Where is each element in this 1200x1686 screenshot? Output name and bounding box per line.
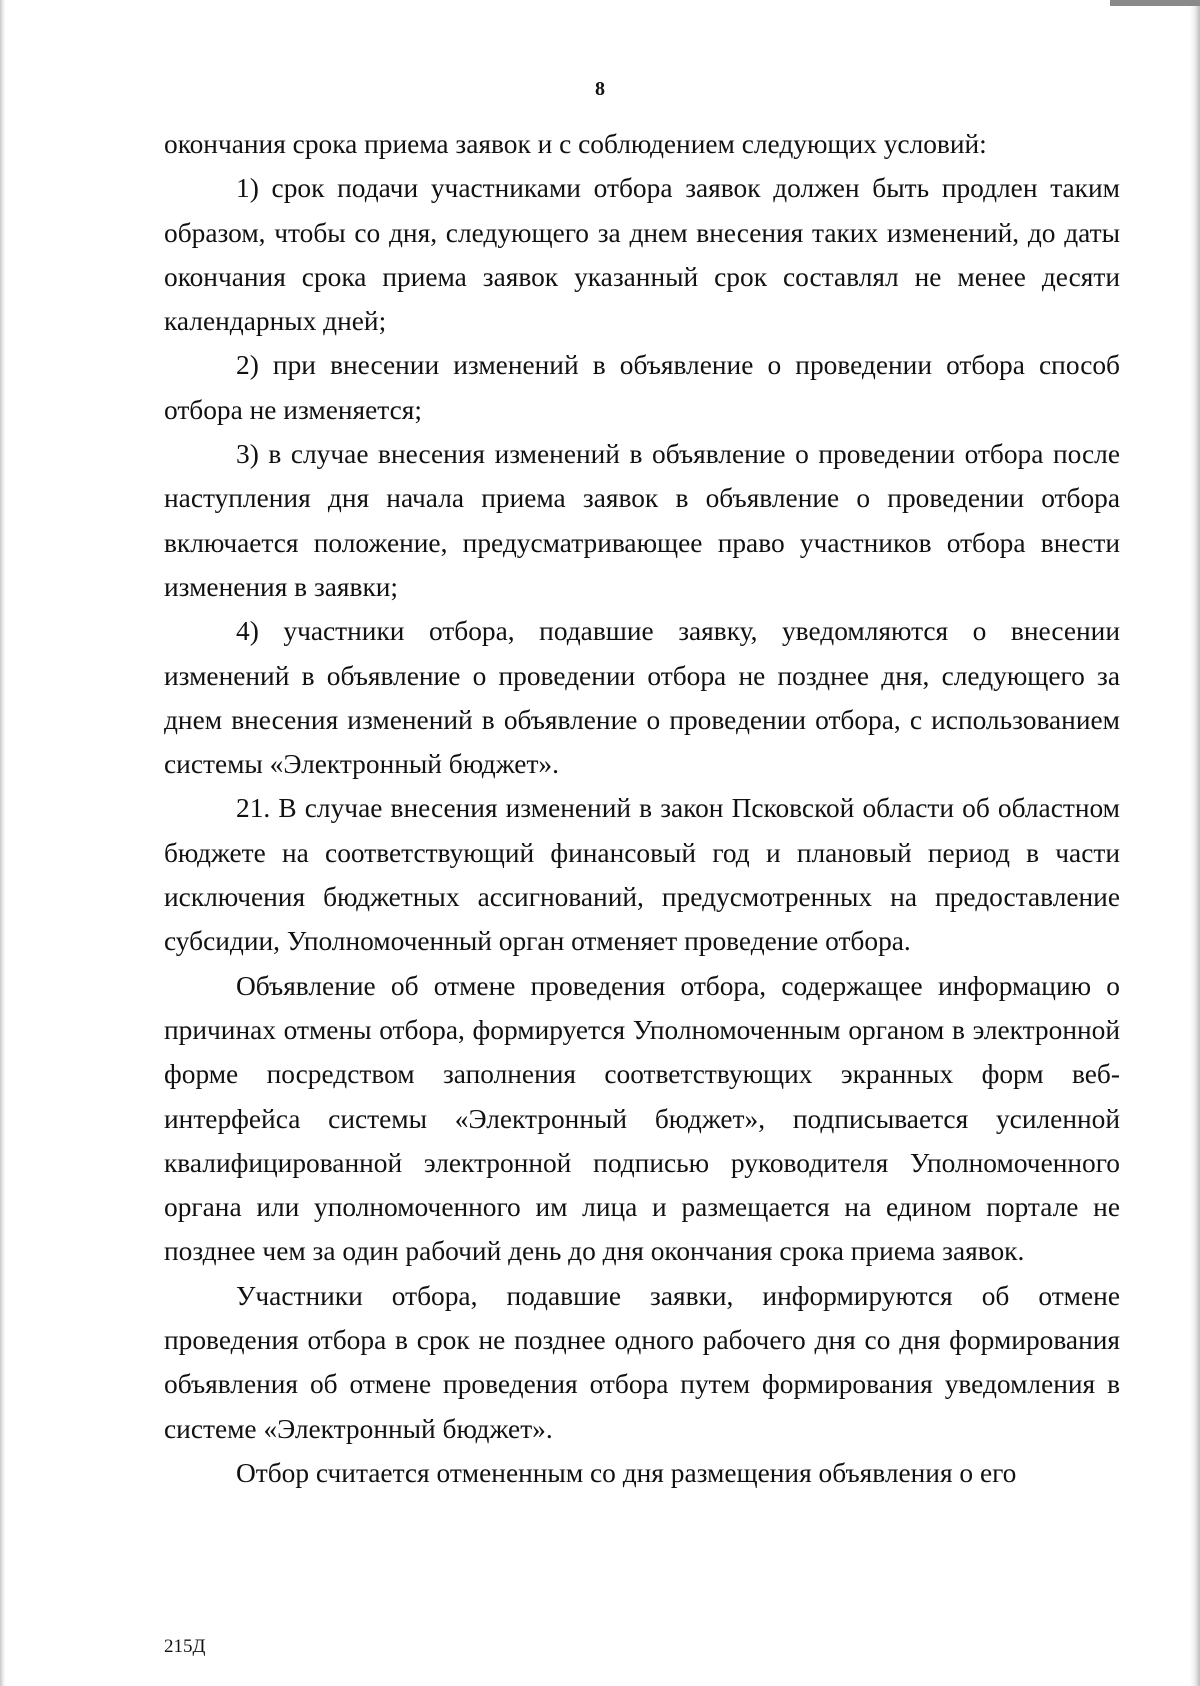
scan-corner-mark [1110,0,1200,6]
paragraph-item-2: 2) при внесении изменений в объявление о проведении отбора способ отбора не изменяется; [164,350,1120,425]
document-code: 215Д [164,1636,206,1657]
scan-edge-right [1190,0,1200,1686]
document-body [164,122,1120,1495]
paragraph-clause-21: 21. В случае внесения изменений в закон Псковской области об областном бюджете на соответствующий финансовый год и плановый период в части исключения бюджетных ассигнований, предусмотренных на предоставление субсидии, Уполномоченный орган отменяет проведение отбора. [164,793,1120,957]
paragraph-item-4: 4) участники отбора, подавшие заявку, уведомляются о внесении изменений в объявление о проведении отбора не позднее дня, следующего за днем внесения изменений в объявление о проведении отбора, с использованием системы «Электронный бюджет». [164,616,1120,780]
scan-edge-left [0,0,6,1686]
paragraph-participants-informed: Участники отбора, подавшие заявки, информируются об отмене проведения отбора в срок не позднее одного рабочего дня со дня формирования объявления об отмене проведения отбора путем формирования уведомления в системе «Электронный бюджет». [164,1280,1120,1444]
paragraph-selection-cancelled: Отбор считается отмененным со дня размещения объявления о его [236,1457,1017,1488]
page-number: 8 [595,78,605,100]
paragraph-item-1: 1) срок подачи участниками отбора заявок должен быть продлен таким образом, чтобы со дня, следующего за днем внесения таких изменений, до даты окончания срока приема заявок указанный срок составлял не менее десяти календарных дней; [164,173,1120,337]
paragraph-continuation: окончания срока приема заявок и с соблюдением следующих условий: [164,129,987,159]
paragraph-cancellation-notice: Объявление об отмене проведения отбора, содержащее информацию о причинах отмены отбора, формируется Уполномоченным органом в электронной форме посредством заполнения соответствующих экранных форм веб-интерфейса системы «Электронный бюджет», подписывается усиленной квалифицированной электронной подписью руководителя Уполномоченного органа или уполномоченного им лица и размещается на едином портале не позднее чем за один рабочий день до дня окончания срока приема заявок. [164,970,1120,1267]
paragraph-item-3: 3) в случае внесения изменений в объявление о проведении отбора после наступления дня начала приема заявок в объявление о проведении отбора включается положение, предусматривающее право участников отбора внести изменения в заявки; [164,439,1120,602]
